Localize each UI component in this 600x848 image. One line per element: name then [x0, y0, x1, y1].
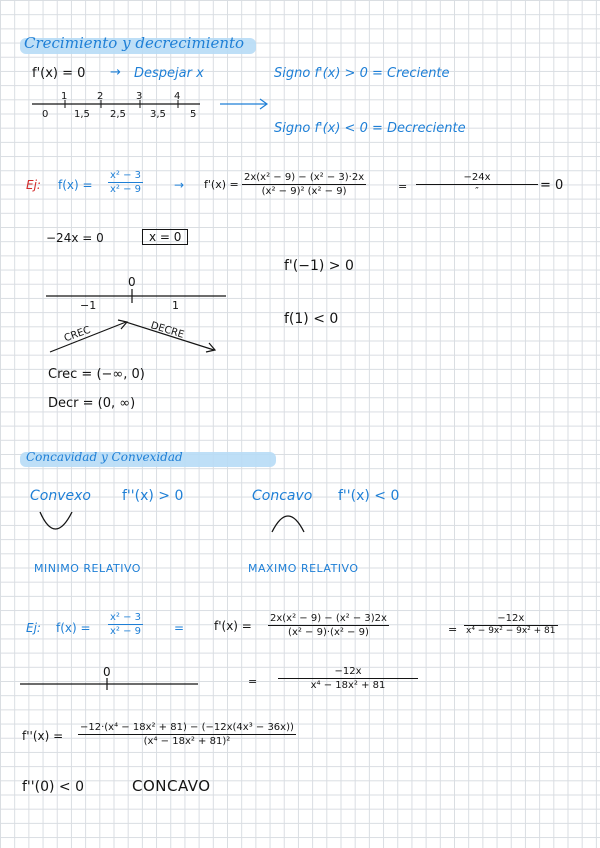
signline-left: −1 — [80, 299, 97, 312]
section-title-growth: Crecimiento y decrecimiento — [24, 34, 245, 52]
example-label-2: Ej: — [26, 621, 41, 635]
test-positive: f(1) < 0 — [284, 311, 339, 327]
solve-equation: −24x = 0 — [46, 231, 104, 245]
eq-sign-1: = — [398, 180, 408, 193]
second-deriv-fraction — [78, 722, 296, 747]
example-f-den-1: x² − 9 — [110, 184, 142, 195]
numline-upper-1: 1 — [61, 91, 68, 102]
example-f-den-2: x² − 9 — [110, 626, 142, 637]
deriv-fraction-2 — [268, 613, 389, 638]
convex-rule: f''(x) > 0 — [122, 488, 184, 504]
example-label-1: Ej: — [26, 178, 41, 192]
test-negative: f'(−1) > 0 — [284, 258, 354, 274]
decre-label: DECRE — [149, 320, 186, 341]
example-f-num-2: x² − 3 — [110, 612, 142, 623]
second-deriv-num: −12·(x⁴ − 18x² + 81) − (−12x(4x³ − 36x)) — [80, 722, 294, 733]
then-arrow-1: → — [174, 178, 185, 192]
deriv-lhs-2: f'(x) = — [214, 619, 252, 633]
signline-right: 1 — [172, 299, 179, 312]
numline-upper-3: 3 — [136, 91, 143, 102]
line-zero-2: 0 — [103, 665, 111, 679]
solve-arrow: → — [110, 65, 121, 80]
numline-lower-1: 1,5 — [74, 109, 90, 120]
second-deriv-den: (x⁴ − 18x² + 81)² — [143, 736, 231, 747]
numline-lower-2: 2,5 — [110, 109, 126, 120]
numline-lower-3: 3,5 — [150, 109, 166, 120]
section-title-concavity: Concavidad y Convexidad — [26, 450, 183, 464]
eq-sign-3: = — [448, 623, 458, 636]
example-f-fraction-2 — [108, 612, 143, 637]
deriv-lhs-1: f'(x) = — [204, 178, 239, 191]
deriv-final-fraction — [278, 666, 418, 691]
solution-box: x = 0 — [142, 229, 188, 245]
solve-text: Despejar x — [134, 66, 204, 81]
deriv-num-1: 2x(x² − 9) − (x² − 3)·2x — [244, 172, 365, 183]
deriv-result-den-1: ″ — [475, 186, 479, 197]
deriv-fraction-1 — [242, 172, 366, 197]
crec-label: CREC — [62, 324, 93, 345]
rule-increasing: Signo f'(x) > 0 = Creciente — [274, 66, 450, 81]
numline-upper-2: 2 — [97, 91, 104, 102]
deriv-den-2: (x² − 9)·(x² − 9) — [288, 627, 369, 638]
deriv-final-num: −12x — [334, 666, 362, 677]
deriv-mid-den: x⁴ − 9x² − 9x² + 81 — [466, 626, 556, 636]
concave-label: Concavo — [252, 488, 313, 504]
deriv-result-fraction-1 — [416, 172, 538, 197]
second-deriv-lhs: f''(x) = — [22, 729, 64, 743]
concave-rule: f''(x) < 0 — [338, 488, 400, 504]
min-relative-label: MINIMO RELATIVO — [34, 562, 141, 575]
numline-upper-4: 4 — [174, 91, 181, 102]
decr-interval: Decr = (0, ∞) — [48, 396, 136, 411]
conclusion-word: CONCAVO — [132, 777, 211, 795]
example-f-fraction-1 — [108, 170, 143, 195]
numline-lower-0: 0 — [42, 109, 49, 120]
eq-sign-4: = — [248, 675, 258, 688]
deriv-result-num-1: −24x — [463, 172, 491, 183]
numline-lower-4: 5 — [190, 109, 197, 120]
deriv-mid-num: −12x — [497, 613, 525, 624]
eq-zero-1: = 0 — [540, 178, 564, 193]
signline-zero: 0 — [128, 275, 136, 289]
example-f-num-1: x² − 3 — [110, 170, 142, 181]
conclusion-expr: f''(0) < 0 — [22, 779, 84, 795]
deriv-num-2: 2x(x² − 9) − (x² − 3)2x — [270, 613, 387, 624]
crec-interval: Crec = (−∞, 0) — [48, 367, 145, 382]
deriv-mid-fraction — [464, 613, 558, 637]
deriv-final-den: x⁴ − 18x² + 81 — [310, 680, 386, 691]
max-relative-label: MAXIMO RELATIVO — [248, 562, 359, 575]
example-f-lhs-1: f(x) = — [58, 178, 93, 192]
eq-sign-2: = — [174, 621, 185, 635]
convex-label: Convexo — [30, 488, 91, 504]
rule-decreasing: Signo f'(x) < 0 = Decreciente — [274, 121, 466, 136]
deriv-den-1: (x² − 9)² (x² − 9) — [261, 186, 347, 197]
derivative-zero-eq: f'(x) = 0 — [32, 66, 86, 81]
example-f-lhs-2: f(x) = — [56, 621, 91, 635]
